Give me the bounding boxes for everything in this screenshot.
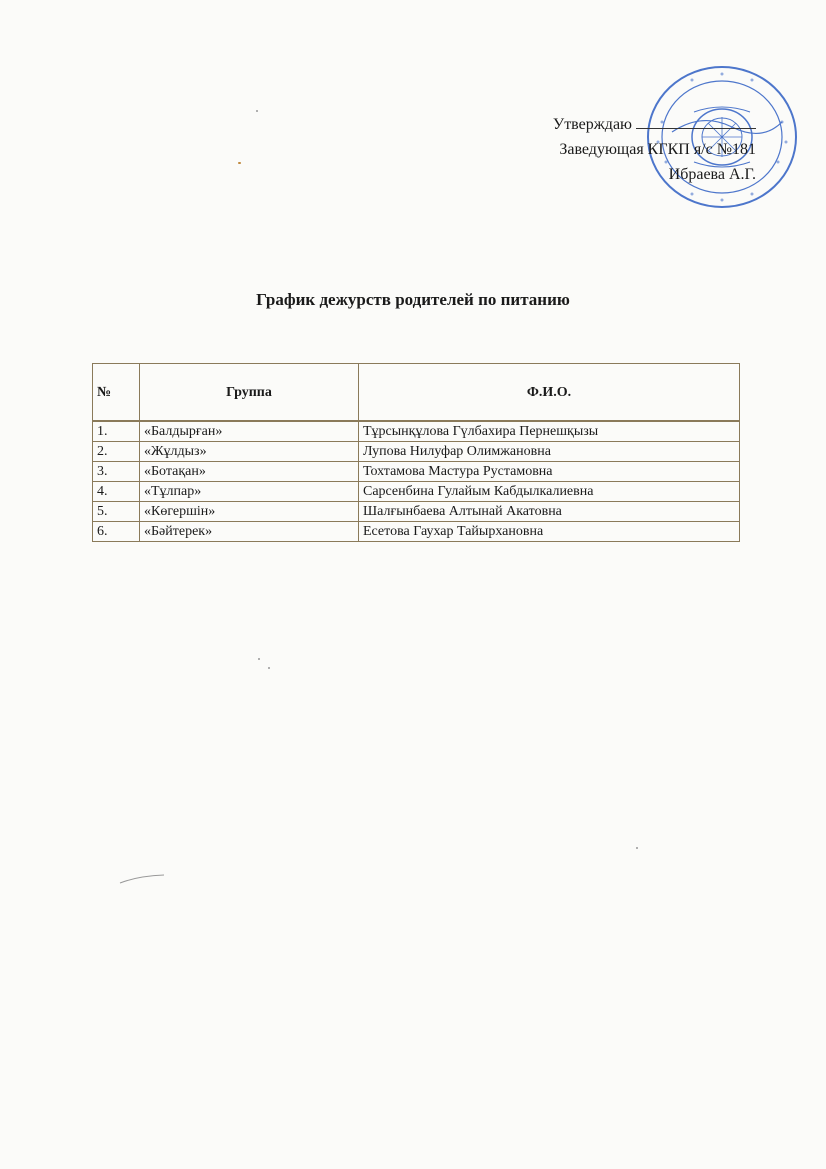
table-row (93, 482, 740, 502)
header-full-name: Ф.И.О. (359, 364, 740, 422)
row-number: 6. (93, 522, 140, 542)
row-group: «Көгершін» (140, 502, 359, 522)
header-number: № (93, 364, 140, 422)
row-name: Тұрсынқұлова Гүлбахира Пернешқызы (359, 421, 740, 442)
approve-label: Утверждаю (552, 116, 632, 133)
row-group: «Жұлдыз» (140, 442, 359, 462)
pen-mark (118, 873, 166, 885)
row-number: 4. (93, 482, 140, 502)
approval-block (426, 112, 756, 187)
duty-schedule-table (92, 363, 740, 542)
table-row (93, 421, 740, 442)
row-number: 2. (93, 442, 140, 462)
table-row (93, 462, 740, 482)
header-group: Группа (140, 364, 359, 422)
row-number: 3. (93, 462, 140, 482)
row-name: Тохтамова Мастура Рустамовна (359, 462, 740, 482)
table-header-row (93, 364, 740, 422)
row-name: Есетова Гаухар Тайырхановна (359, 522, 740, 542)
row-name: Шалғынбаева Алтынай Акатовна (359, 502, 740, 522)
row-number: 1. (93, 421, 140, 442)
row-group: «Бәйтерек» (140, 522, 359, 542)
row-group: «Балдырған» (140, 421, 359, 442)
row-name: Лупова Нилуфар Олимжановна (359, 442, 740, 462)
head-name: Ибраева А.Г. (668, 166, 756, 183)
table-row (93, 442, 740, 462)
document-title: График дежурств родителей по питанию (256, 290, 570, 309)
row-group: «Ботақан» (140, 462, 359, 482)
row-number: 5. (93, 502, 140, 522)
table-row (93, 502, 740, 522)
row-group: «Тұлпар» (140, 482, 359, 502)
approve-line (426, 112, 756, 137)
head-position: Заведующая КГКП я/с №181 (559, 141, 756, 158)
table-row (93, 522, 740, 542)
row-name: Сарсенбина Гулайым Кабдылкалиевна (359, 482, 740, 502)
signature-line (636, 114, 756, 129)
